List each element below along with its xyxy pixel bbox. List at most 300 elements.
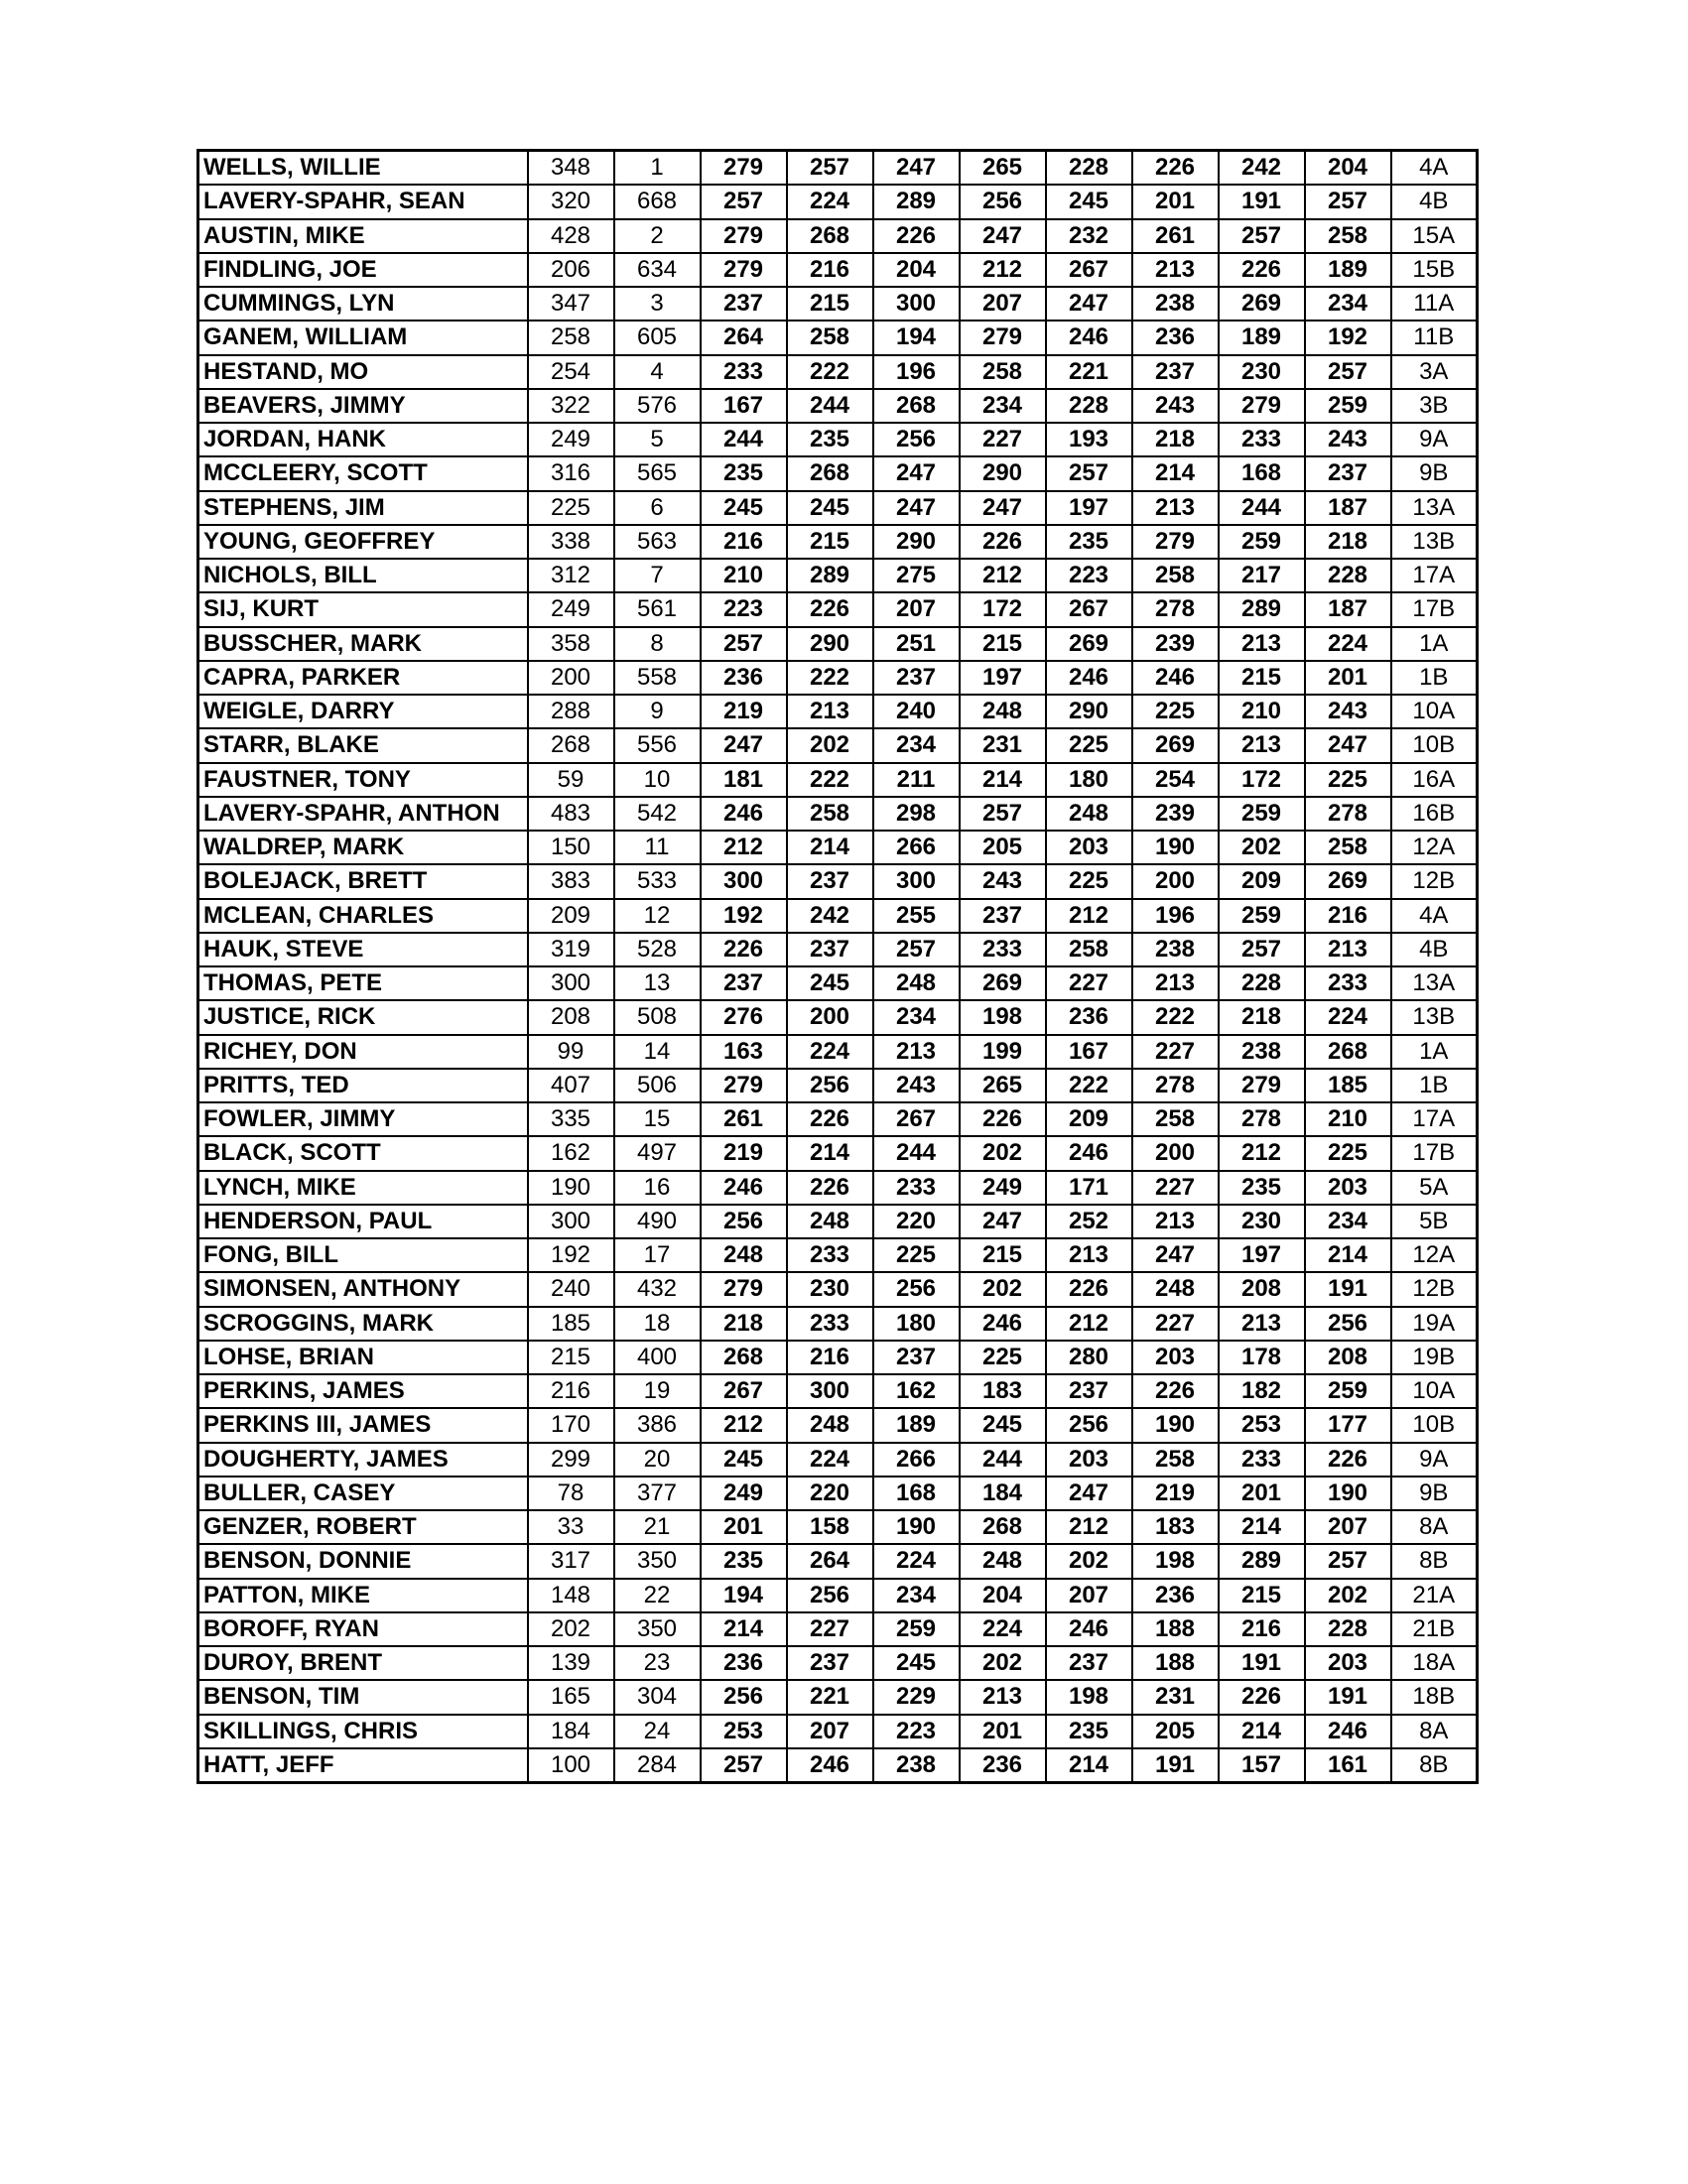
game-score-cell: 208	[1219, 1272, 1305, 1306]
game-score-cell: 245	[960, 1408, 1046, 1442]
rank-cell: 5	[614, 423, 701, 456]
table-row	[198, 1443, 1478, 1477]
rank-cell: 490	[614, 1205, 701, 1238]
game-score-cell: 244	[701, 423, 787, 456]
average-cell: 319	[528, 933, 614, 966]
game-score-cell: 300	[701, 864, 787, 898]
bowler-name-cell: DOUGHERTY, JAMES	[198, 1443, 528, 1477]
game-score-cell: 180	[1046, 763, 1132, 797]
rank-cell: 12	[614, 899, 701, 933]
table-row	[198, 1272, 1478, 1306]
table-row	[198, 423, 1478, 456]
game-score-cell: 202	[1046, 1544, 1132, 1578]
game-score-cell: 218	[1132, 423, 1219, 456]
game-score-cell: 248	[787, 1205, 873, 1238]
game-score-cell: 213	[1219, 627, 1305, 661]
rank-cell: 377	[614, 1477, 701, 1510]
rank-cell: 10	[614, 763, 701, 797]
game-score-cell: 224	[787, 1035, 873, 1069]
lane-cell: 16B	[1391, 797, 1478, 831]
game-score-cell: 257	[787, 151, 873, 186]
game-score-cell: 181	[701, 763, 787, 797]
average-cell: 322	[528, 389, 614, 423]
game-score-cell: 238	[1219, 1035, 1305, 1069]
game-score-cell: 227	[1132, 1307, 1219, 1341]
game-score-cell: 256	[1046, 1408, 1132, 1442]
game-score-cell: 249	[701, 1477, 787, 1510]
game-score-cell: 190	[1305, 1477, 1391, 1510]
game-score-cell: 234	[1305, 287, 1391, 321]
game-score-cell: 252	[1046, 1205, 1132, 1238]
game-score-cell: 207	[1046, 1579, 1132, 1612]
bowler-name-cell: RICHEY, DON	[198, 1035, 528, 1069]
game-score-cell: 279	[701, 151, 787, 186]
table-row	[198, 321, 1478, 354]
bowler-name-cell: AUSTIN, MIKE	[198, 219, 528, 253]
game-score-cell: 237	[787, 864, 873, 898]
game-score-cell: 269	[1046, 627, 1132, 661]
game-score-cell: 214	[1046, 1748, 1132, 1783]
game-score-cell: 216	[1219, 1612, 1305, 1646]
game-score-cell: 237	[1046, 1646, 1132, 1680]
game-score-cell: 191	[1305, 1272, 1391, 1306]
game-score-cell: 245	[701, 1443, 787, 1477]
average-cell: 208	[528, 1000, 614, 1034]
bowler-name-cell: GENZER, ROBERT	[198, 1510, 528, 1544]
bowler-name-cell: THOMAS, PETE	[198, 966, 528, 1000]
table-row	[198, 661, 1478, 695]
game-score-cell: 237	[960, 899, 1046, 933]
game-score-cell: 220	[787, 1477, 873, 1510]
table-row	[198, 1307, 1478, 1341]
game-score-cell: 198	[1046, 1680, 1132, 1714]
average-cell: 225	[528, 491, 614, 525]
lane-cell: 8A	[1391, 1510, 1478, 1544]
rank-cell: 284	[614, 1748, 701, 1783]
average-cell: 317	[528, 1544, 614, 1578]
lane-cell: 21A	[1391, 1579, 1478, 1612]
lane-cell: 12A	[1391, 1238, 1478, 1272]
game-score-cell: 247	[1046, 1477, 1132, 1510]
game-score-cell: 244	[873, 1136, 960, 1170]
game-score-cell: 225	[1132, 695, 1219, 728]
game-score-cell: 279	[701, 1069, 787, 1102]
game-score-cell: 278	[1219, 1102, 1305, 1136]
bowler-name-cell: HENDERSON, PAUL	[198, 1205, 528, 1238]
game-score-cell: 247	[960, 1205, 1046, 1238]
game-score-cell: 237	[701, 966, 787, 1000]
table-row	[198, 1341, 1478, 1374]
game-score-cell: 187	[1305, 592, 1391, 626]
game-score-cell: 226	[1219, 1680, 1305, 1714]
game-score-cell: 216	[1305, 899, 1391, 933]
game-score-cell: 290	[787, 627, 873, 661]
table-row	[198, 728, 1478, 762]
lane-cell: 13B	[1391, 525, 1478, 559]
game-score-cell: 249	[960, 1171, 1046, 1205]
game-score-cell: 257	[1219, 219, 1305, 253]
game-score-cell: 248	[1046, 797, 1132, 831]
average-cell: 185	[528, 1307, 614, 1341]
game-score-cell: 224	[1305, 1000, 1391, 1034]
game-score-cell: 257	[701, 185, 787, 218]
game-score-cell: 230	[787, 1272, 873, 1306]
rank-cell: 533	[614, 864, 701, 898]
average-cell: 162	[528, 1136, 614, 1170]
game-score-cell: 246	[701, 1171, 787, 1205]
average-cell: 358	[528, 627, 614, 661]
game-score-cell: 226	[1305, 1443, 1391, 1477]
game-score-cell: 253	[701, 1715, 787, 1748]
game-score-cell: 226	[960, 525, 1046, 559]
bowler-name-cell: BOLEJACK, BRETT	[198, 864, 528, 898]
game-score-cell: 256	[1305, 1307, 1391, 1341]
table-row	[198, 1205, 1478, 1238]
lane-cell: 17A	[1391, 1102, 1478, 1136]
lane-cell: 1A	[1391, 627, 1478, 661]
game-score-cell: 237	[1046, 1374, 1132, 1408]
game-score-cell: 237	[787, 933, 873, 966]
game-score-cell: 192	[1305, 321, 1391, 354]
game-score-cell: 197	[1219, 1238, 1305, 1272]
game-score-cell: 222	[1132, 1000, 1219, 1034]
lane-cell: 15A	[1391, 219, 1478, 253]
table-row	[198, 1646, 1478, 1680]
rank-cell: 20	[614, 1443, 701, 1477]
game-score-cell: 171	[1046, 1171, 1132, 1205]
game-score-cell: 233	[1305, 966, 1391, 1000]
bowler-name-cell: SIJ, KURT	[198, 592, 528, 626]
game-score-cell: 256	[701, 1680, 787, 1714]
game-score-cell: 258	[787, 797, 873, 831]
game-score-cell: 256	[787, 1579, 873, 1612]
lane-cell: 13A	[1391, 966, 1478, 1000]
table-row	[198, 491, 1478, 525]
lane-cell: 8B	[1391, 1748, 1478, 1783]
game-score-cell: 213	[1046, 1238, 1132, 1272]
game-score-cell: 198	[960, 1000, 1046, 1034]
game-score-cell: 193	[1046, 423, 1132, 456]
game-score-cell: 222	[787, 661, 873, 695]
lane-cell: 13B	[1391, 1000, 1478, 1034]
lane-cell: 4B	[1391, 185, 1478, 218]
game-score-cell: 276	[701, 1000, 787, 1034]
table-row	[198, 831, 1478, 864]
game-score-cell: 202	[960, 1646, 1046, 1680]
table-row	[198, 1171, 1478, 1205]
table-row	[198, 456, 1478, 490]
average-cell: 347	[528, 287, 614, 321]
game-score-cell: 204	[1305, 151, 1391, 186]
game-score-cell: 226	[1219, 253, 1305, 287]
game-score-cell: 222	[787, 355, 873, 389]
average-cell: 200	[528, 661, 614, 695]
bowler-name-cell: WELLS, WILLIE	[198, 151, 528, 186]
lane-cell: 4B	[1391, 933, 1478, 966]
table-row	[198, 151, 1478, 186]
game-score-cell: 192	[701, 899, 787, 933]
average-cell: 59	[528, 763, 614, 797]
average-cell: 316	[528, 456, 614, 490]
game-score-cell: 240	[873, 695, 960, 728]
game-score-cell: 243	[960, 864, 1046, 898]
table-row	[198, 1477, 1478, 1510]
game-score-cell: 247	[1305, 728, 1391, 762]
rank-cell: 400	[614, 1341, 701, 1374]
table-row	[198, 219, 1478, 253]
game-score-cell: 201	[701, 1510, 787, 1544]
game-score-cell: 228	[1219, 966, 1305, 1000]
game-score-cell: 158	[787, 1510, 873, 1544]
average-cell: 206	[528, 253, 614, 287]
game-score-cell: 188	[1132, 1612, 1219, 1646]
score-table	[196, 149, 1479, 1784]
bowler-name-cell: STARR, BLAKE	[198, 728, 528, 762]
game-score-cell: 247	[701, 728, 787, 762]
bowler-name-cell: LAVERY-SPAHR, ANTHON	[198, 797, 528, 831]
game-score-cell: 265	[960, 151, 1046, 186]
game-score-cell: 246	[701, 797, 787, 831]
game-score-cell: 267	[1046, 253, 1132, 287]
game-score-cell: 202	[960, 1272, 1046, 1306]
game-score-cell: 256	[960, 185, 1046, 218]
game-score-cell: 214	[960, 763, 1046, 797]
average-cell: 268	[528, 728, 614, 762]
game-score-cell: 247	[873, 456, 960, 490]
average-cell: 139	[528, 1646, 614, 1680]
game-score-cell: 248	[1132, 1272, 1219, 1306]
table-row	[198, 1035, 1478, 1069]
game-score-cell: 225	[873, 1238, 960, 1272]
lane-cell: 8B	[1391, 1544, 1478, 1578]
game-score-cell: 243	[1305, 423, 1391, 456]
game-score-cell: 268	[960, 1510, 1046, 1544]
bowler-name-cell: CUMMINGS, LYN	[198, 287, 528, 321]
lane-cell: 1B	[1391, 1069, 1478, 1102]
game-score-cell: 238	[873, 1748, 960, 1783]
game-score-cell: 218	[701, 1307, 787, 1341]
game-score-cell: 268	[787, 219, 873, 253]
rank-cell: 23	[614, 1646, 701, 1680]
rank-cell: 556	[614, 728, 701, 762]
game-score-cell: 219	[701, 695, 787, 728]
game-score-cell: 227	[1132, 1171, 1219, 1205]
rank-cell: 8	[614, 627, 701, 661]
bowler-name-cell: PRITTS, TED	[198, 1069, 528, 1102]
bowler-name-cell: GANEM, WILLIAM	[198, 321, 528, 354]
lane-cell: 9A	[1391, 423, 1478, 456]
game-score-cell: 225	[1305, 763, 1391, 797]
game-score-cell: 183	[960, 1374, 1046, 1408]
lane-cell: 12B	[1391, 1272, 1478, 1306]
game-score-cell: 256	[787, 1069, 873, 1102]
game-score-cell: 215	[960, 1238, 1046, 1272]
table-row	[198, 1069, 1478, 1102]
game-score-cell: 198	[1132, 1544, 1219, 1578]
bowler-name-cell: HESTAND, MO	[198, 355, 528, 389]
game-score-cell: 259	[1305, 389, 1391, 423]
game-score-cell: 266	[873, 1443, 960, 1477]
rank-cell: 2	[614, 219, 701, 253]
bowler-name-cell: FINDLING, JOE	[198, 253, 528, 287]
game-score-cell: 189	[1219, 321, 1305, 354]
game-score-cell: 215	[787, 525, 873, 559]
game-score-cell: 200	[787, 1000, 873, 1034]
rank-cell: 558	[614, 661, 701, 695]
game-score-cell: 219	[1132, 1477, 1219, 1510]
game-score-cell: 226	[873, 219, 960, 253]
game-score-cell: 235	[1046, 525, 1132, 559]
table-row	[198, 763, 1478, 797]
game-score-cell: 213	[1132, 1205, 1219, 1238]
game-score-cell: 201	[960, 1715, 1046, 1748]
lane-cell: 9B	[1391, 1477, 1478, 1510]
bowler-name-cell: CAPRA, PARKER	[198, 661, 528, 695]
game-score-cell: 267	[873, 1102, 960, 1136]
game-score-cell: 204	[873, 253, 960, 287]
table-row	[198, 592, 1478, 626]
average-cell: 170	[528, 1408, 614, 1442]
bowler-name-cell: WEIGLE, DARRY	[198, 695, 528, 728]
game-score-cell: 212	[960, 559, 1046, 592]
game-score-cell: 258	[1305, 831, 1391, 864]
lane-cell: 5B	[1391, 1205, 1478, 1238]
lane-cell: 13A	[1391, 491, 1478, 525]
game-score-cell: 278	[1132, 592, 1219, 626]
game-score-cell: 223	[1046, 559, 1132, 592]
game-score-cell: 238	[1132, 287, 1219, 321]
game-score-cell: 202	[1219, 831, 1305, 864]
game-score-cell: 217	[1219, 559, 1305, 592]
game-score-cell: 258	[1132, 559, 1219, 592]
game-score-cell: 237	[1132, 355, 1219, 389]
bowler-name-cell: SKILLINGS, CHRIS	[198, 1715, 528, 1748]
table-row	[198, 1748, 1478, 1783]
table-row	[198, 695, 1478, 728]
lane-cell: 19A	[1391, 1307, 1478, 1341]
lane-cell: 15B	[1391, 253, 1478, 287]
lane-cell: 16A	[1391, 763, 1478, 797]
table-row	[198, 185, 1478, 218]
bowler-name-cell: HATT, JEFF	[198, 1748, 528, 1783]
game-score-cell: 230	[1219, 1205, 1305, 1238]
rank-cell: 11	[614, 831, 701, 864]
rank-cell: 386	[614, 1408, 701, 1442]
game-score-cell: 231	[960, 728, 1046, 762]
game-score-cell: 244	[787, 389, 873, 423]
rank-cell: 24	[614, 1715, 701, 1748]
game-score-cell: 212	[960, 253, 1046, 287]
game-score-cell: 257	[1305, 355, 1391, 389]
game-score-cell: 259	[1219, 525, 1305, 559]
game-score-cell: 200	[1132, 1136, 1219, 1170]
game-score-cell: 161	[1305, 1748, 1391, 1783]
game-score-cell: 224	[1305, 627, 1391, 661]
game-score-cell: 246	[1046, 661, 1132, 695]
rank-cell: 7	[614, 559, 701, 592]
game-score-cell: 261	[1132, 219, 1219, 253]
average-cell: 428	[528, 219, 614, 253]
lane-cell: 3A	[1391, 355, 1478, 389]
average-cell: 300	[528, 1205, 614, 1238]
game-score-cell: 225	[1305, 1136, 1391, 1170]
game-score-cell: 289	[873, 185, 960, 218]
bowler-name-cell: YOUNG, GEOFFREY	[198, 525, 528, 559]
game-score-cell: 197	[960, 661, 1046, 695]
game-score-cell: 237	[873, 661, 960, 695]
game-score-cell: 258	[1046, 933, 1132, 966]
game-score-cell: 218	[1305, 525, 1391, 559]
bowler-name-cell: STEPHENS, JIM	[198, 491, 528, 525]
game-score-cell: 257	[1046, 456, 1132, 490]
average-cell: 215	[528, 1341, 614, 1374]
game-score-cell: 242	[1219, 151, 1305, 186]
game-score-cell: 234	[1305, 1205, 1391, 1238]
lane-cell: 3B	[1391, 389, 1478, 423]
rank-cell: 19	[614, 1374, 701, 1408]
game-score-cell: 298	[873, 797, 960, 831]
game-score-cell: 201	[1219, 1477, 1305, 1510]
rank-cell: 542	[614, 797, 701, 831]
game-score-cell: 246	[1046, 1136, 1132, 1170]
table-row	[198, 525, 1478, 559]
table-row	[198, 1612, 1478, 1646]
game-score-cell: 222	[787, 763, 873, 797]
game-score-cell: 201	[1132, 185, 1219, 218]
average-cell: 209	[528, 899, 614, 933]
game-score-cell: 289	[787, 559, 873, 592]
game-score-cell: 246	[1046, 1612, 1132, 1646]
game-score-cell: 212	[1219, 1136, 1305, 1170]
bowler-name-cell: PERKINS III, JAMES	[198, 1408, 528, 1442]
average-cell: 192	[528, 1238, 614, 1272]
average-cell: 258	[528, 321, 614, 354]
game-score-cell: 234	[960, 389, 1046, 423]
game-score-cell: 233	[1219, 423, 1305, 456]
game-score-cell: 257	[701, 627, 787, 661]
game-score-cell: 279	[701, 219, 787, 253]
bowler-name-cell: FAUSTNER, TONY	[198, 763, 528, 797]
game-score-cell: 235	[1046, 1715, 1132, 1748]
rank-cell: 4	[614, 355, 701, 389]
lane-cell: 11A	[1391, 287, 1478, 321]
game-score-cell: 207	[1305, 1510, 1391, 1544]
rank-cell: 350	[614, 1612, 701, 1646]
table-row	[198, 287, 1478, 321]
table-row	[198, 899, 1478, 933]
game-score-cell: 214	[787, 1136, 873, 1170]
table-row	[198, 559, 1478, 592]
bowler-name-cell: WALDREP, MARK	[198, 831, 528, 864]
bowler-name-cell: HAUK, STEVE	[198, 933, 528, 966]
game-score-cell: 244	[960, 1443, 1046, 1477]
table-row	[198, 1680, 1478, 1714]
rank-cell: 16	[614, 1171, 701, 1205]
lane-cell: 10B	[1391, 1408, 1478, 1442]
game-score-cell: 233	[960, 933, 1046, 966]
game-score-cell: 245	[787, 491, 873, 525]
game-score-cell: 212	[701, 1408, 787, 1442]
game-score-cell: 224	[873, 1544, 960, 1578]
game-score-cell: 257	[873, 933, 960, 966]
game-score-cell: 227	[1046, 966, 1132, 1000]
game-score-cell: 247	[1046, 287, 1132, 321]
game-score-cell: 235	[1219, 1171, 1305, 1205]
table-row	[198, 627, 1478, 661]
game-score-cell: 246	[1305, 1715, 1391, 1748]
game-score-cell: 204	[960, 1579, 1046, 1612]
game-score-cell: 214	[1219, 1510, 1305, 1544]
